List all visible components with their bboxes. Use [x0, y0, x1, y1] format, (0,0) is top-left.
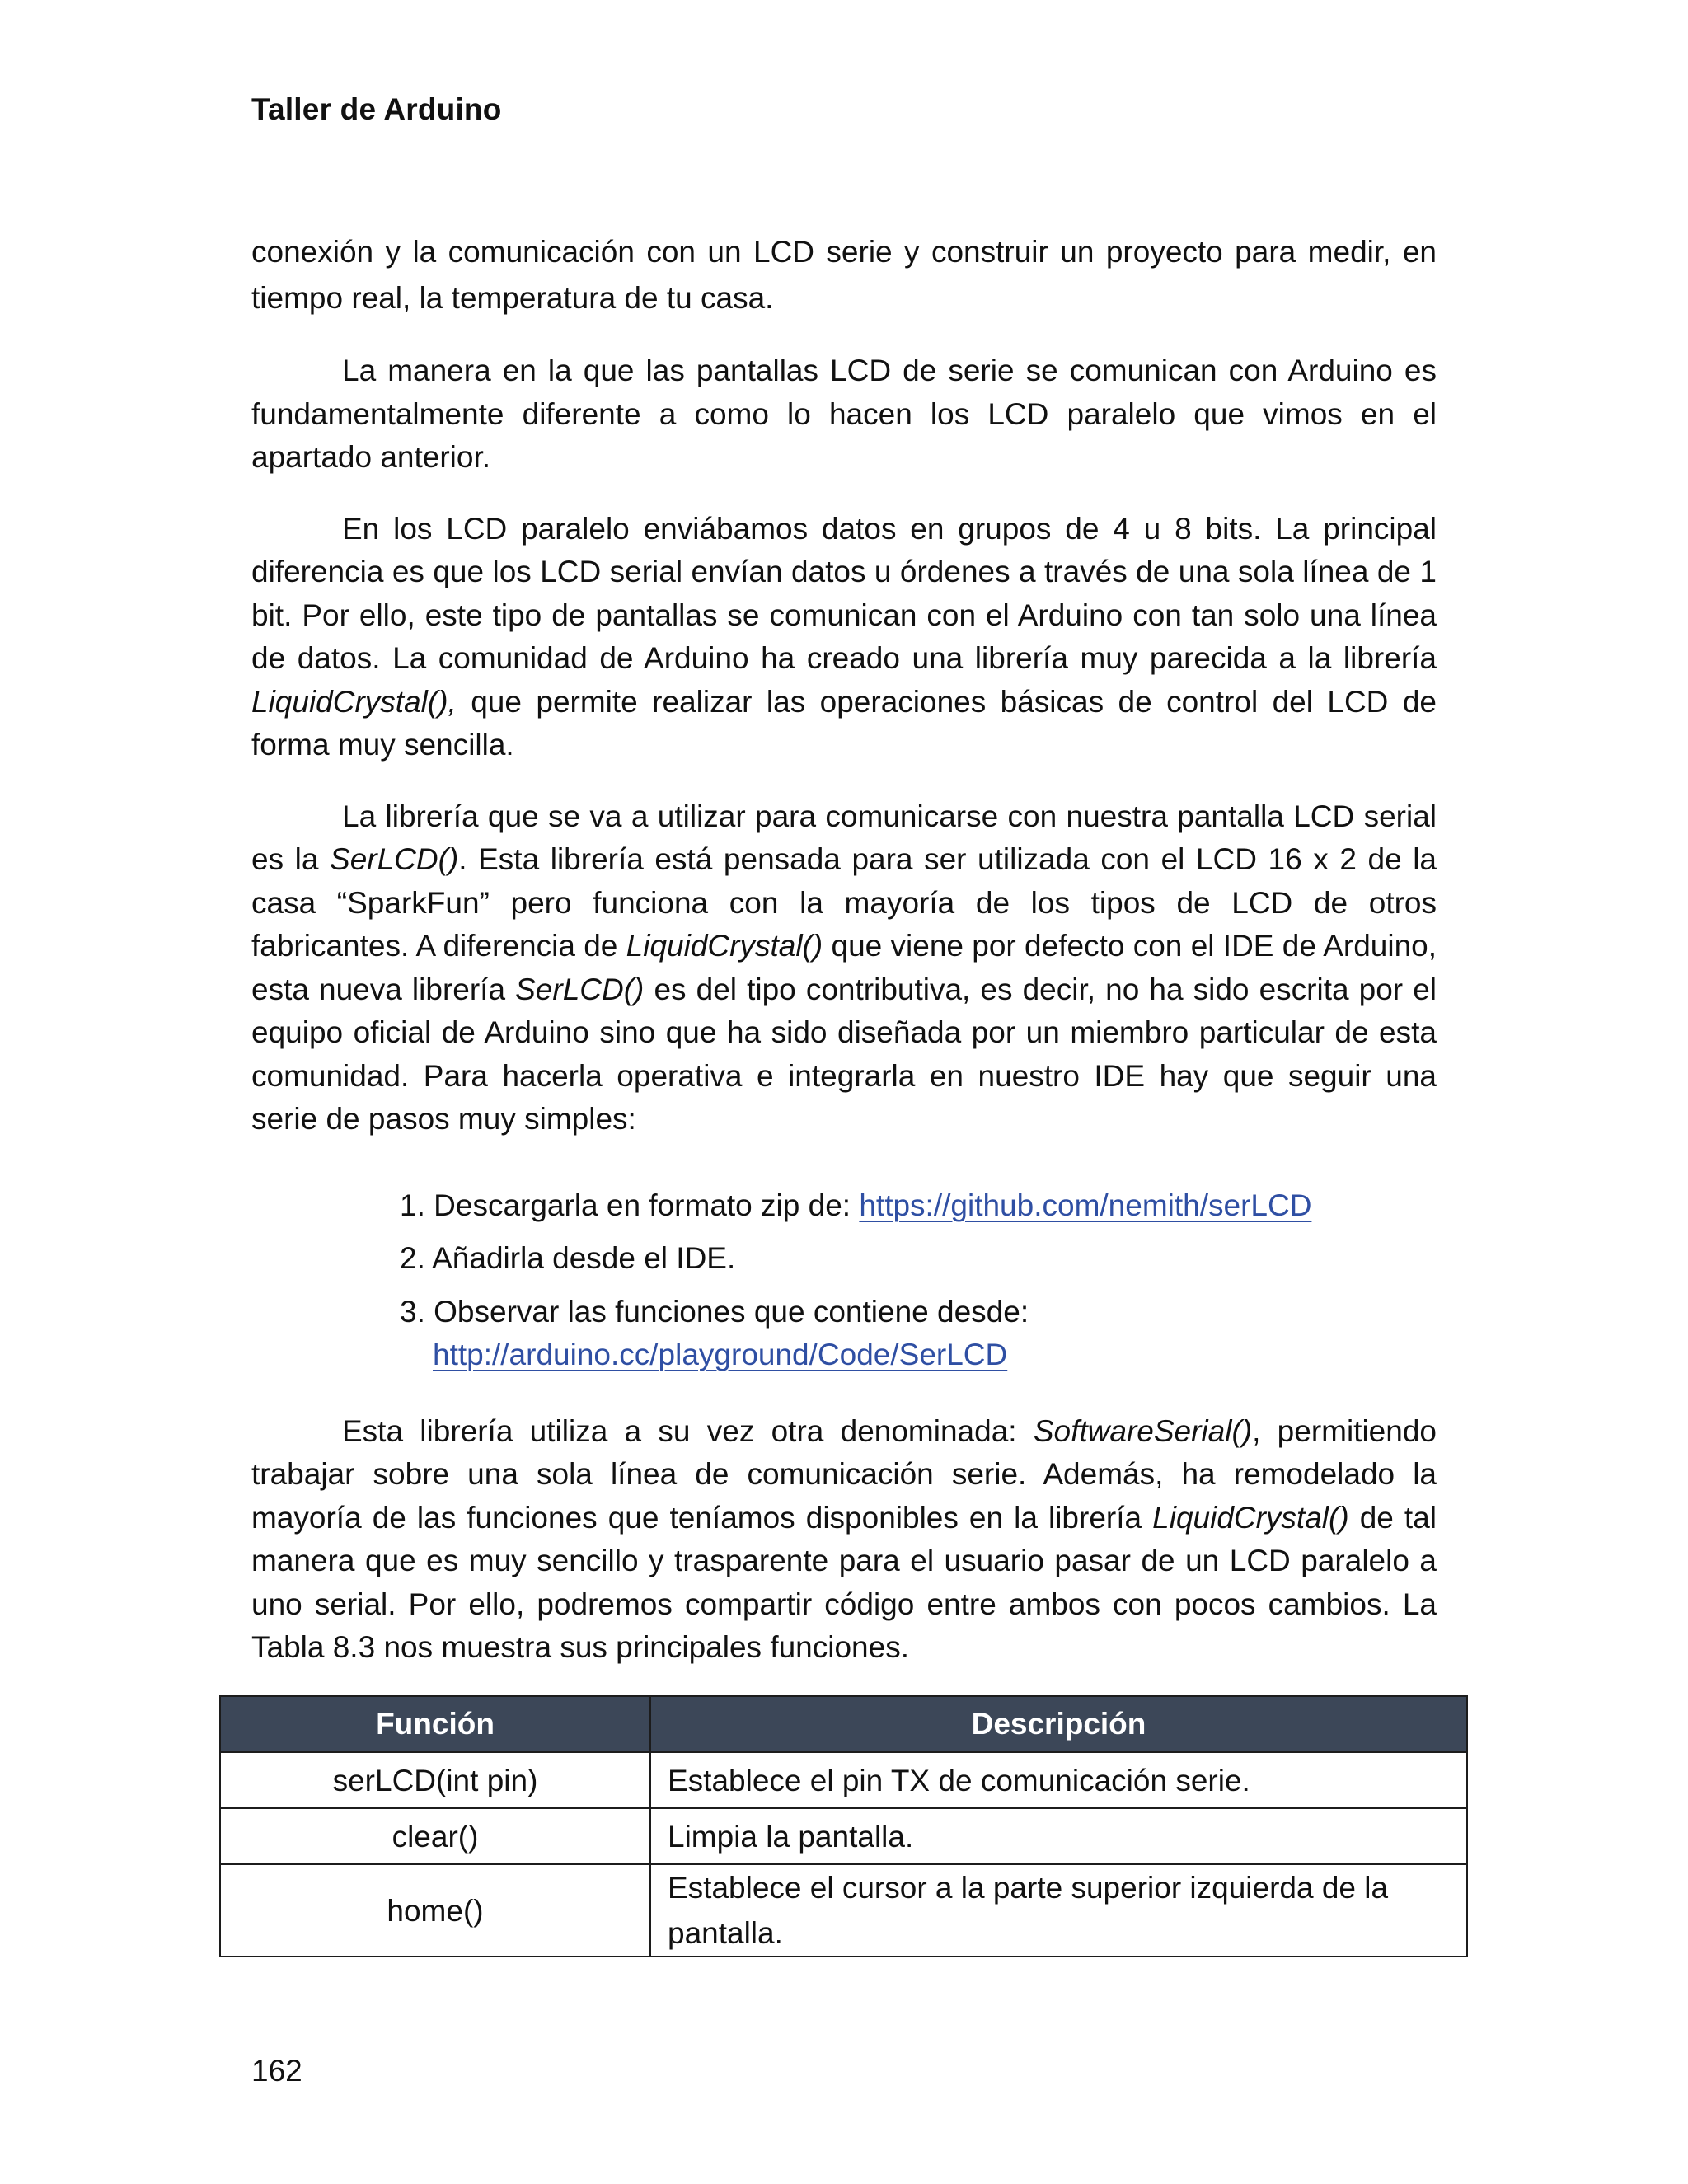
column-header-description: Descripción [650, 1696, 1467, 1752]
paragraph-3-text-b: que permite realizar las operaciones básicas de control del LCD de forma muy sencilla. [251, 684, 1437, 762]
list-item [400, 1291, 1437, 1377]
table-row [220, 1752, 1467, 1808]
arduino-playground-link[interactable]: http://arduino.cc/playground/Code/SerLCD [433, 1338, 1008, 1371]
description-cell: Limpia la pantalla. [650, 1808, 1467, 1864]
paragraph-4 [251, 795, 1437, 1141]
step-text: Observar las funciones que contiene desde: [434, 1294, 1029, 1329]
github-link[interactable]: https://github.com/nemith/serLCD [859, 1188, 1312, 1222]
description-cell: Establece el pin TX de comunicación serie. [650, 1752, 1467, 1808]
body-text [251, 229, 1437, 1698]
paragraph-4-text-b: . Esta librería está pensada para ser utilizada con el LCD 16 x 2 de la casa “SparkFun” pero funciona con la mayoría de los tipos de LCD de otros fabricantes. A diferencia de [251, 842, 1437, 963]
paragraph-5-text-a: Esta librería utiliza a su vez otra denominada: [342, 1413, 1034, 1448]
paragraph-3 [251, 508, 1437, 767]
serlcd-ref-1: SerLCD() [330, 842, 459, 876]
table-row [220, 1864, 1467, 1957]
paragraph-3-text-a: En los LCD paralelo enviábamos datos en grupos de 4 u 8 bits. La principal diferencia es que los LCD serial envían datos u órdenes a través de una sola línea de 1 bit. Por ello, este tipo de pantallas se comunican con el Arduino con tan solo una línea de datos. La comunidad de Arduino ha creado una librería muy parecida a la librería [251, 511, 1437, 675]
paragraph-5-text-b: , permitiendo trabajar sobre una sola línea de comunicación serie. Además, ha remodelado la mayoría de las funciones que teníamos disponibles en la librería [251, 1413, 1437, 1535]
step-number: 3. [400, 1294, 425, 1329]
column-header-function: Función [220, 1696, 650, 1752]
liquidcrystal-ref-3: LiquidCrystal() [1152, 1500, 1349, 1535]
paragraph-1: conexión y la comunicación con un LCD serie y construir un proyecto para medir, en tiempo real, la temperatura de tu casa. [251, 235, 1437, 315]
description-cell: Establece el cursor a la parte superior izquierda de la pantalla. [650, 1864, 1467, 1957]
function-cell: home() [220, 1864, 650, 1957]
step-number: 1. [400, 1188, 425, 1222]
function-cell: serLCD(int pin) [220, 1752, 650, 1808]
liquidcrystal-ref: LiquidCrystal(), [251, 684, 457, 719]
functions-table [219, 1695, 1468, 1957]
serlcd-ref-2: SerLCD() [515, 972, 645, 1006]
liquidcrystal-ref-2: LiquidCrystal() [626, 929, 823, 963]
list-item [400, 1184, 1437, 1228]
table-row [220, 1808, 1467, 1864]
steps-list [251, 1184, 1437, 1377]
paragraph-5-text-c: de tal manera que es muy sencillo y trasparente para el usuario pasar de un LCD paralelo a uno serial. Por ello, podremos compartir código entre ambos con pocos cambios. La Tabla 8.3 nos muestra sus principales funciones. [251, 1500, 1437, 1664]
table-header-row [220, 1696, 1467, 1752]
step-text: Añadirla desde el IDE. [432, 1241, 736, 1275]
paragraph-4-text-c: que viene por defecto con el IDE de Arduino, esta nueva librería [251, 929, 1437, 1006]
paragraph-5 [251, 1410, 1437, 1670]
paragraph-4-text-d: es del tipo contributiva, es decir, no ha sido escrita por el equipo oficial de Arduino sino que ha sido diseñada por un miembro particular de esta comunidad. Para hacerla operativa e integrarla en nuestro IDE hay que seguir una serie de pasos muy simples: [251, 972, 1437, 1136]
step-text: Descargarla en formato zip de: [434, 1188, 860, 1222]
paragraph-2: La manera en la que las pantallas LCD de serie se comunican con Arduino es fundamentalmente diferente a como lo hacen los LCD paralelo que vimos en el apartado anterior. [251, 354, 1437, 474]
paragraph-4-text-a: La librería que se va a utilizar para comunicarse con nuestra pantalla LCD serial es la [251, 799, 1437, 876]
page-number: 162 [251, 2054, 302, 2088]
running-header: Taller de Arduino [251, 92, 502, 126]
step-number: 2. [400, 1241, 425, 1275]
list-item [400, 1237, 1437, 1281]
function-cell: clear() [220, 1808, 650, 1864]
softwareserial-ref: SoftwareSerial() [1033, 1413, 1253, 1448]
